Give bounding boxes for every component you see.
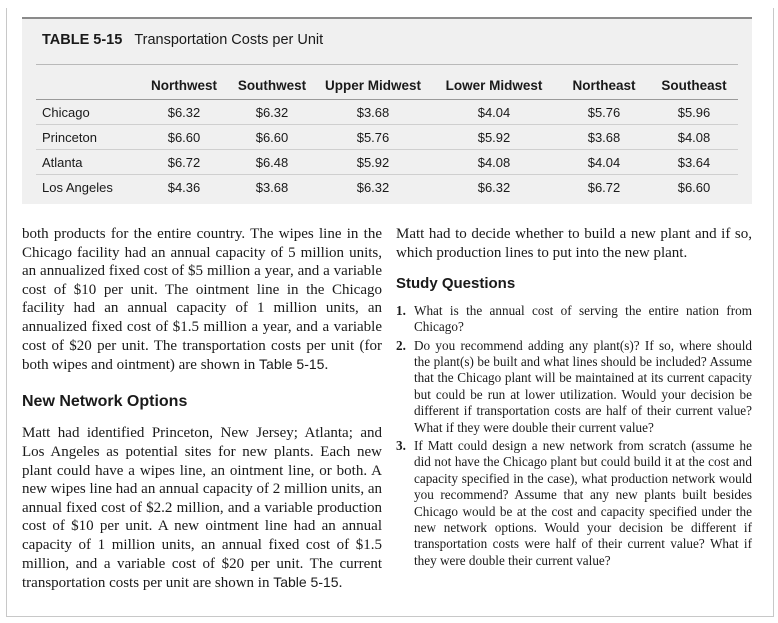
row-label: Princeton: [36, 125, 140, 150]
transport-cost-table-box: [22, 17, 752, 204]
row-label: Chicago: [36, 100, 140, 125]
table-cell: $3.68: [255, 179, 289, 195]
table-title: Transportation Costs per Unit: [134, 32, 324, 48]
case-paragraph: [22, 424, 382, 592]
table-cell: $4.36: [167, 179, 201, 195]
col-header: Southeast: [650, 71, 738, 100]
question-text: If Matt could design a new network from scratch (assume he did not have the Chicago plant but could build it at the cost and capacity specified in the case), what production network would you recommend? Assume that any new plants built besides Chicago would be at the cost and capacity specified under the new network options. Would your decision be different if transportation costs were half of their current value? What if they were double their current value?: [414, 438, 752, 568]
table-cell: $6.72: [140, 150, 228, 175]
corner-cell: [36, 71, 140, 100]
table-caption: [42, 32, 323, 48]
table-cell: $6.60: [228, 125, 316, 150]
caption-rule: [36, 64, 738, 65]
table-cell: $4.04: [430, 100, 558, 125]
paragraph-end: .: [324, 357, 329, 374]
question-number: 3.: [396, 438, 406, 454]
question-text: What is the annual cost of serving the entire nation from Chicago?: [414, 302, 752, 335]
table-row: [36, 125, 738, 150]
list-item: [396, 303, 752, 336]
table-cell: $6.32: [477, 179, 511, 195]
table-row: [36, 175, 738, 200]
study-questions-list: [396, 303, 752, 570]
case-paragraph: Matt had to decide whether to build a new plant and if so, which production lines to put into the new plant.: [396, 226, 752, 261]
table-cell: $5.92: [316, 150, 430, 175]
question-number: 1.: [396, 302, 406, 318]
paragraph-text: Matt had identified Princeton, New Jersey; Atlanta; and Los Angeles as potential sites for new plants. Each new plant could have a wipes line, an ointment line, or both. A new wipes line had an annual capacity of 2 million units, an annual fixed cost of $2.2 million, and a variable production cost of $10 per unit. A new ointment line had an annual capacity of 1 million units, an annual fixed cost of $1.5 million, and a variable cost of $20 per unit. The current transportation costs per unit are shown in: [22, 425, 382, 592]
transport-cost-table: [36, 71, 738, 199]
table-cell: $4.08: [650, 125, 738, 150]
table-cell: $3.64: [650, 150, 738, 175]
col-header: Northwest: [140, 71, 228, 100]
table-header-row: [36, 71, 738, 100]
table-row: [36, 100, 738, 125]
right-column: [396, 225, 752, 571]
list-item: [396, 338, 752, 436]
row-label: Los Angeles: [42, 179, 113, 195]
row-label: Atlanta: [36, 150, 140, 175]
table-row: [36, 150, 738, 175]
table-cell: $6.60: [140, 125, 228, 150]
table-cell: $5.92: [430, 125, 558, 150]
table-cell: $4.08: [430, 150, 558, 175]
col-header: Southwest: [228, 71, 316, 100]
table-reference: Table 5-15: [259, 356, 325, 373]
section-heading: New Network Options: [22, 392, 188, 410]
col-header: Northeast: [558, 71, 650, 100]
left-column: [22, 225, 382, 593]
paragraph-end: .: [338, 575, 343, 592]
table-cell: $6.32: [140, 100, 228, 125]
table-reference: Table 5-15: [273, 574, 339, 591]
question-number: 2.: [396, 337, 406, 353]
col-header: Lower Midwest: [430, 71, 558, 100]
table-cell: $6.32: [228, 100, 316, 125]
table-cell: $6.72: [587, 179, 621, 195]
table-number: TABLE 5-15: [42, 32, 123, 48]
paragraph-text: both products for the entire country. The wipes line in the Chicago facility had an annual capacity of 5 million units, an annualized fixed cost of $5 million a year, and a variable cost of $10 per unit. The ointment line in the Chicago facility had an annual capacity of 1 million units, an annualized fixed cost of $1.5 million a year, and a variable cost of $20 per unit. The transportation costs per unit (for both wipes and ointment) are shown in: [22, 226, 382, 374]
question-text: Do you recommend adding any plant(s)? If so, where should the plant(s) be built and what lines should be included? Assume that the Chicago plant will be maintained at its current capacity but could be run at lower utilization. Would your decision be different if transportation costs are half of their current value? What if they were double their current value?: [414, 337, 752, 435]
table-cell: $6.32: [356, 179, 390, 195]
table-cell: $5.96: [650, 100, 738, 125]
table-cell: $4.04: [558, 150, 650, 175]
table-cell: $6.48: [228, 150, 316, 175]
study-questions-heading: Study Questions: [396, 275, 516, 293]
table-cell: $3.68: [558, 125, 650, 150]
list-item: [396, 438, 752, 569]
table-cell: $6.60: [677, 179, 711, 195]
col-header: Upper Midwest: [316, 71, 430, 100]
case-paragraph: [22, 225, 382, 375]
table-cell: $5.76: [558, 100, 650, 125]
table-cell: $3.68: [316, 100, 430, 125]
table-cell: $5.76: [316, 125, 430, 150]
